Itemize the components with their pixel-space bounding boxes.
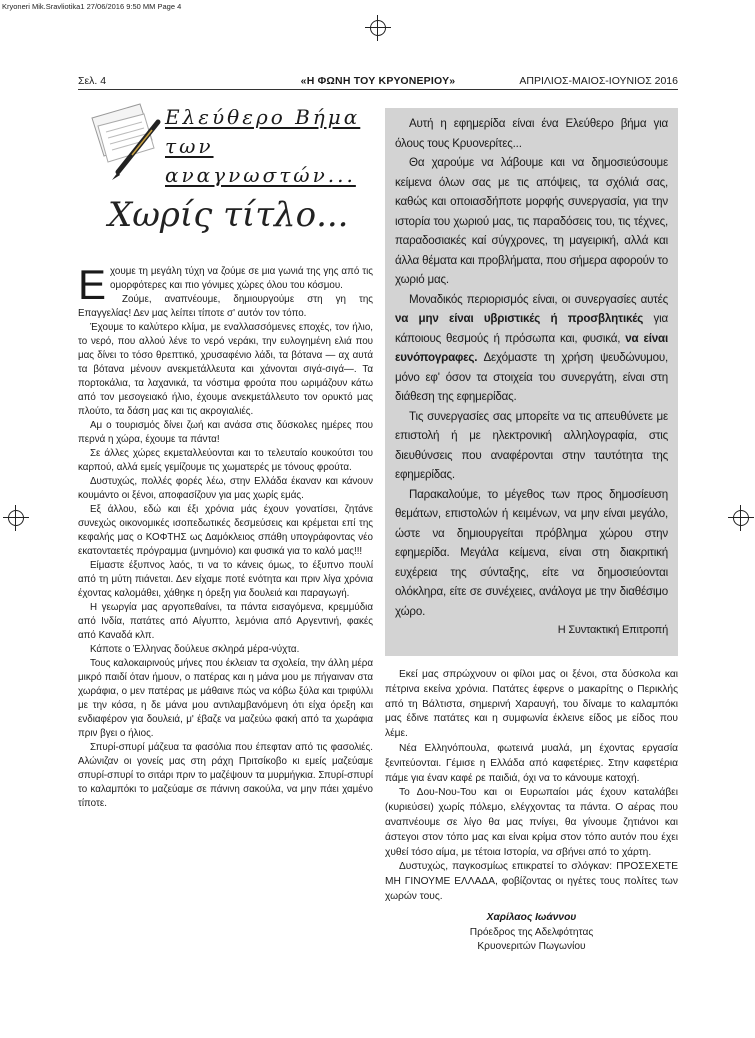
header-rule: [78, 89, 678, 90]
registration-mark-top: [370, 20, 386, 36]
author-role: Πρόεδρος της Αδελφότητας: [469, 926, 594, 938]
registration-mark-right: [733, 510, 749, 526]
article-paragraph: Εκεί μας σπρώχνουν οι φίλοι μας οι ξένοι, στα δύσκολα και πέτρινα εκείνα χρόνια. Πατάτες έφερνε ο μακαρίτης ο Περικλής από τη Βάλτιστα, σημερινή Χαραυγή, του δίναμε το καλαμπόκι μας έδινε πατάτες και η συμφωνία έκλεινε είδος με είδος που λέμε.: [385, 669, 678, 740]
article-paragraph: Εχουμε τη μεγάλη τύχη να ζούμε σε μια γωνιά της γης από τις ομορφότερες και πιο γόνιμες χώρες όλου του κόσμου.: [78, 261, 373, 308]
registration-mark-left: [8, 510, 24, 526]
article-paragraph: Σπυρί-σπυρί μάζευα τα φασόλια που έπεφταν από τις φασολιές. Αλώνιζαν οι γονείς μας στη ράχη Πριτσίκοβο κι εμείς μαζεύαμε σπυρί-σπυρί το σιτάρι πριν το μαζέψουν τα μυρμήγκια. Σπυρί-σπυρί το καλαμπόκι το μαζεύαμε σε πάνινη σακούλα, να μην πάει χαμένο τίποτε.: [78, 742, 373, 809]
editorial-paragraph: Παρακαλούμε, το μέγεθος των προς δημοσίευση θεμάτων, επιστολών ή κειμένων, να μην είναι μεγάλο, ώστε να δημιουργείται πρόβλημα χώρου στην εφημερίδα. Μεγάλα κείμενα, είναι στη διακριτική ευχέρεια της σύνταξης, είτε να δημοσιεύονται ολόκληρα, είτε σε συνέχειες, ανάλογα με την διαθέσιμο χώρο.: [395, 487, 668, 618]
article-paragraph: Η γεωργία μας αργοπεθαίνει, τα πάντα εισαγόμενα, κρεμμύδια από Ινδία, πατάτες από Αίγυπτο, λεμόνια από Αργεντινή, φακές από Καναδά κλπ.: [78, 602, 373, 641]
issue-date: ΑΠΡΙΛΙΟΣ-ΜΑΙΟΣ-ΙΟΥΝΙΟΣ 2016: [519, 75, 678, 87]
author-role: Κρυονεριτών Πωγωνίου: [477, 941, 586, 953]
editorial-paragraph: Αυτή η εφημερίδα είναι ένα Ελεύθερο βήμα για όλους τους Κρυονερίτες...: [395, 117, 668, 150]
editorial-limits-paragraph: Μοναδικός περιορισμός είναι, οι συνεργασίες αυτές να μην είναι υβριστικές ή προσβλητικές για κάποιους θεσμούς ή πρόσωπα και, φυσικά, να είναι ευνόπογραφες. Δεχόμαστε τη χρήση ψευδώνυμου, μόνο εφ' όσον τα στοιχεία του συνεργάτη, είναι στη διάθεση της εφημερίδας.: [395, 292, 669, 403]
editorial-paragraph: Θα χαρούμε να λάβουμε και να δημοσιεύσουμε κείμενα όλων σας με τις απόψεις, τα σχόλιά σας, καθώς και οποιασδήποτε μορφής συνεργασία, για την ιστορία του χωριού μας, τις παραδόσεις του, τις τέχνες, παραδοσιακές καί σύγχρονες, τη μαγειρική, αλλά και άλλα θέματα και προβλήματα, που σήμερα αφορούν το χωριό μας.: [395, 156, 668, 286]
article-paragraph: Νέα Ελληνόπουλα, φωτεινά μυαλά, μη έχοντας εργασία ξενιτεύονται. Γέμισε η Ελλάδα από καφετέριες. Στην καφετέρια πάμε για έναν καφέ ρε παιδιά, όχι να το κάνουμε κατοχή.: [385, 742, 678, 784]
print-slug: Kryoneri Mik.Sravliotika1 27/06/2016 9:50 ΜΜ Page 4: [2, 2, 182, 11]
editorial-paragraph: Τις συνεργασίες σας μπορείτε να τις απευθύνετε με επιστολή ή με ηλεκτρονική αλληλογραφία, στις διευθύνσεις που αναφέρονται στην ταυτότητα της εφημερίδας.: [395, 409, 668, 481]
drop-cap: Ε: [78, 261, 107, 308]
section-heading-line2: των: [165, 134, 214, 158]
article-paragraph: Δυστυχώς, πολλές φορές λέω, στην Ελλάδα έκαναν και κάνουν κουμάντο οι ξένοι, αποφασίζουν για μας χωρίς εμάς.: [78, 476, 373, 501]
article-paragraph: Ζούμε, αναπνέουμε, δημιουργούμε στη γη της Επαγγελίας! Δεν μας λείπει τίποτε σ' αυτόν τον τόπο.: [78, 294, 373, 319]
article-right-column: [385, 668, 678, 955]
section-heading: [165, 103, 385, 190]
article-paragraph: Έχουμε το καλύτερο κλίμα, με εναλλασσόμενες εποχές, τον ήλιο, το νερό, που αλλού λένε το νερό νεράκι, την ευλογημένη ελιά που μας δίνει το τόσο θρεπτικό, χρυσαφένιο λάδι, τα βότανα — αχ αυτά τα βότανα μένουν ανεκμετάλλευτα και χάνονται σιγά-σιγά—. Τα πορτοκάλια, τα λαχανικά, τα νόστιμα φρούτα που ωριμάζουν κάτω από τον μεσογειακό ήλιο, έχουμε ανεκμετάλλευτο τον ορυκτό μας πλούτο, τα δάση μας και τις ακρογιαλιές.: [78, 322, 373, 417]
section-heading-line3: αναγνωστών...: [165, 163, 356, 187]
article-paragraph: Αμ ο τουρισμός δίνει ζωή και ανάσα στις δύσκολες ημέρες που περνά η χώρα, έχουμε τα πάντα!: [78, 420, 373, 445]
article-paragraph: Το Δου-Νου-Του και οι Ευρωπαίοι μάς έχουν καταλάβει (κυριεύσει) χωρίς πόλεμο, ελέγχοντας τα πάντα. Ο αέρας που αναπνέουμε σε λίγο θα μας πνίγει, θα γίνουμε ζητιάνοι και άστεγοι στον τόπο μας και είναι κρίμα στον τόπο αυτόν που έχει χυθεί τόσο αίμα, με τέτοια Ιστορία, να σβήνει από το χάρτη.: [385, 787, 678, 858]
article-title: Χωρίς τίτλο...: [108, 195, 349, 235]
emphasis-text: να μην είναι υβριστικές ή προσβλητικές: [395, 312, 644, 325]
article-paragraph: Είμαστε έξυπνος λαός, τι να το κάνεις όμως, το έξυπνο πουλί από τη μύτη πιάνεται. Δεν είχαμε ποτέ ενότητα και πριν λίγα χρόνια έχοντας καλομάθει, χάθηκε η όρεξη για δουλειά και παραγωγή.: [78, 560, 373, 599]
editorial-box: [385, 108, 678, 656]
article-paragraph: Δυστυχώς, παγκοσμίως επικρατεί το σλόγκαν: ΠΡΟΣΕΧΕΤΕ ΜΗ ΓΙΝΟΥΜΕ ΕΛΛΑΔΑ, φοβίζοντας οι ηγέτες τους πολίτες των χωρών τους.: [385, 861, 678, 902]
editorial-signature: Η Συντακτική Επιτροπή: [557, 624, 668, 636]
article-paragraph: Τους καλοκαιρινούς μήνες που έκλειαν τα σχολεία, την άλλη μέρα μικρό παιδί όταν ήμουν, ο πατέρας και η μάνα μου με πήγαιναν στα χωράφια, ο μεν πατέρας με μάθαινε πώς να κόβω ξύλα και τριφύλλι με την κόσα, η δε μάνα μου αντιλαμβανόμενη ότι είχα όρεξη και ενδιαφέρον για δουλειά, μ' έβαζε να μαζεύω φακή από τα χωράφια πριν βγει ο ήλιος.: [78, 658, 373, 739]
emphasis-text: να είναι ευνόπογραφες.: [395, 331, 669, 364]
article-paragraph: Κάποτε ο Έλληνας δούλευε σκληρά μέρα-νύχτα.: [90, 644, 300, 655]
letter-pen-icon: [88, 100, 166, 182]
article-left-column: [78, 261, 373, 811]
article-paragraph: Εξ άλλου, εδώ και έξι χρόνια μάς έχουν γονατίσει, ζητάνε συνεχώς οικονομικές ισοπεδωτικές δεσμεύσεις και κρέμεται επί της κεφαλής μας ο ΚΟΦΤΗΣ ως Δαμόκλειος σπάθη υπογράφοντας νέο εκατονταετές πρόγραμμα (μνημόνιο) και φυσικά για το καλό μας!!!: [78, 504, 373, 557]
section-heading-line1: Ελεύθερο Βήμα: [165, 105, 361, 129]
article-paragraph: Σε άλλες χώρες εκμεταλλεύονται και το τελευταίο κουκούτσι του καρπού, αλλά εμείς γεμίζουμε τις χωματερές με τόνους φρούτα.: [78, 448, 373, 473]
newspaper-name: «Η ΦΩΝΗ ΤΟΥ ΚΡΥΟΝΕΡΙΟΥ»: [300, 75, 456, 87]
author-signature: [385, 911, 678, 955]
author-name: Χαρίλαος Ιωάννου: [486, 911, 577, 923]
page-number: Σελ. 4: [78, 75, 107, 87]
